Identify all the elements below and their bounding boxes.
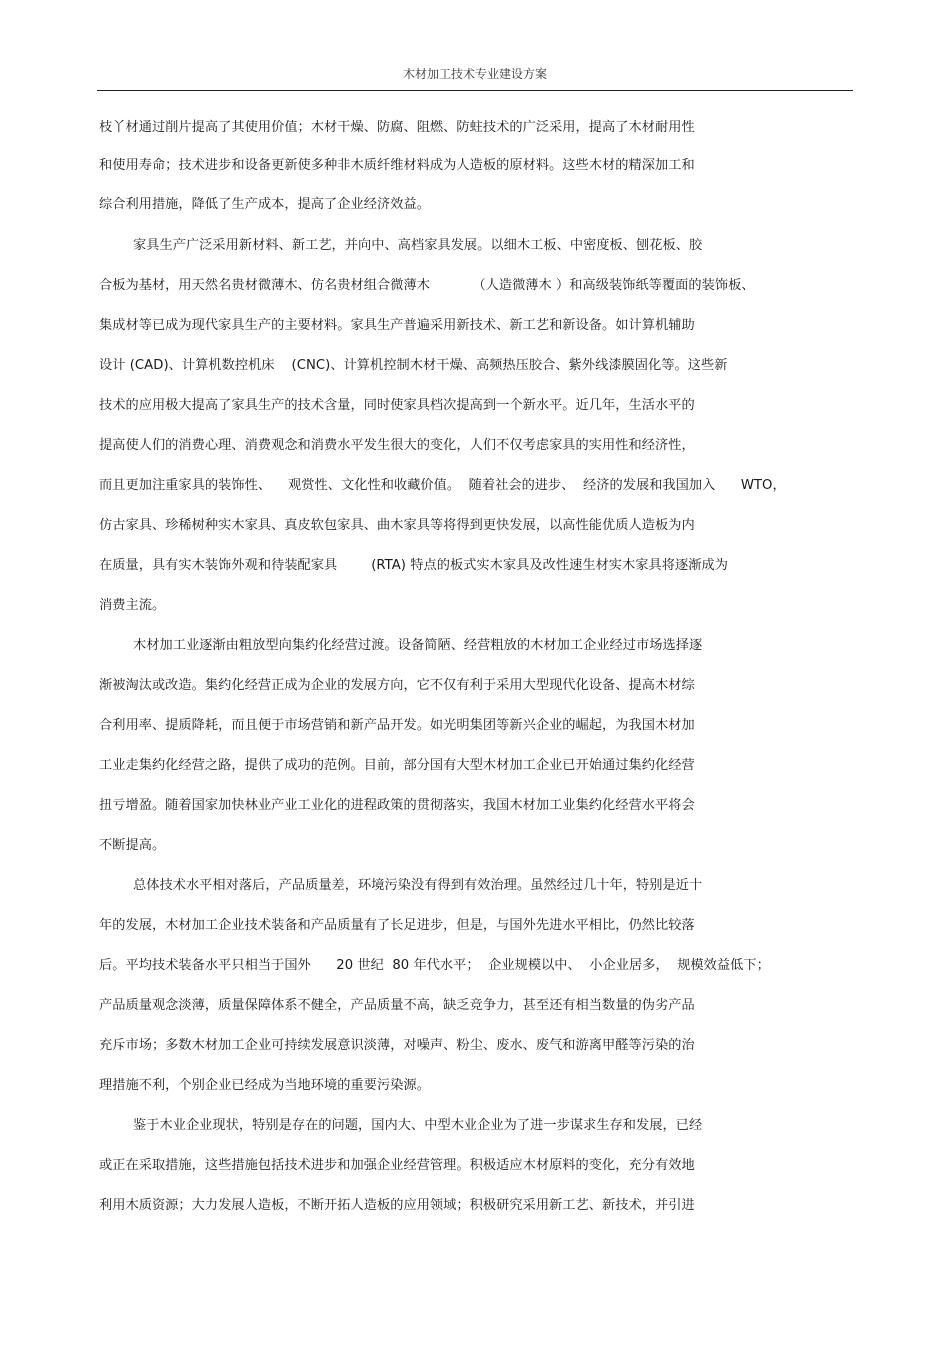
text-line: 总体技术水平相对落后，产品质量差，环境污染没有得到有效治理。虽然经过几十年，特别是近十 — [133, 878, 703, 893]
text-line: 枝丫材通过削片提高了其使用价值；木材干燥、防腐、阻燃、防蛀技术的广泛采用，提高了木材耐用性 — [99, 120, 695, 135]
text-line: 技术的应用极大提高了家具生产的技术含量，同时使家具档次提高到一个新水平。近几年，生活水平的 — [99, 398, 695, 413]
header-divider — [97, 90, 853, 91]
text-line: 利用木质资源；大力发展人造板，不断开拓人造板的应用领域；积极研究采用新工艺、新技术，并引进 — [99, 1198, 695, 1213]
text-line: 工业走集约化经营之路，提供了成功的范例。目前，部分国有大型木材加工企业已开始通过集约化经营 — [99, 758, 695, 773]
text-line: 合利用率、提质降耗，而且便于市场营销和新产品开发。如光明集团等新兴企业的崛起，为我国木材加 — [99, 718, 695, 733]
text-line: 鉴于木业企业现状，特别是存在的问题，国内大、中型木业企业为了进一步谋求生存和发展，已经 — [133, 1118, 703, 1133]
text-line: 仿古家具、珍稀树种实木家具、真皮软包家具、曲木家具等将得到更快发展，以高性能优质人造板为内 — [99, 518, 695, 533]
text-line: 木材加工业逐渐由粗放型向集约化经营过渡。设备简陋、经营粗放的木材加工企业经过市场选择逐 — [133, 638, 703, 653]
text-line: 产品质量观念淡薄，质量保障体系不健全，产品质量不高，缺乏竞争力，甚至还有相当数量的伪劣产品 — [99, 998, 695, 1013]
text-line: 理措施不利，个别企业已经成为当地环境的重要污染源。 — [99, 1078, 430, 1093]
text-line: 充斥市场；多数木材加工企业可持续发展意识淡薄，对噪声、粉尘、废水、废气和游离甲醛等污染的治 — [99, 1038, 695, 1053]
text-line: 而且更加注重家具的装饰性、 观赏性、文化性和收藏价值。 随着社会的进步、 经济的发展和我国加入 WTO， — [99, 478, 786, 493]
text-line: 年的发展，木材加工企业技术装备和产品质量有了长足进步，但是，与国外先进水平相比，仍然比较落 — [99, 918, 695, 933]
text-line: 提高使人们的消费心理、消费观念和消费水平发生很大的变化，人们不仅考虑家具的实用性和经济性， — [99, 438, 695, 453]
text-line: 家具生产广泛采用新材料、新工艺，并向中、高档家具发展。以细木工板、中密度板、刨花板、胶 — [133, 238, 703, 253]
text-line: 在质量，具有实木装饰外观和待装配家具 (RTA) 特点的板式实木家具及改性速生材实木家具将逐渐成为 — [99, 558, 728, 573]
text-line: 设计 (CAD)、计算机数控机床 (CNC)、计算机控制木材干燥、高频热压胶合、紫外线漆膜固化等。这些新 — [99, 358, 728, 373]
text-line: 扭亏增盈。随着国家加快林业产业工业化的进程政策的贯彻落实，我国木材加工业集约化经营水平将会 — [99, 798, 695, 813]
text-line: 合板为基材，用天然名贵材微薄木、仿名贵材组合微薄木 （人造微薄木 ）和高级装饰纸等覆面的装饰板、 — [99, 278, 755, 293]
text-line: 不断提高。 — [99, 838, 166, 853]
text-line: 或正在采取措施，这些措施包括技术进步和加强企业经营管理。积极适应木材原料的变化，充分有效地 — [99, 1158, 695, 1173]
text-line: 消费主流。 — [99, 598, 166, 613]
text-line: 综合利用措施，降低了生产成本，提高了企业经济效益。 — [99, 197, 430, 212]
text-line: 渐被淘汰或改造。集约化经营正成为企业的发展方向，它不仅有利于采用大型现代化设备、提高木材综 — [99, 678, 695, 693]
page-header-title: 木材加工技术专业建设方案 — [402, 67, 547, 81]
text-line: 后。平均技术装备水平只相当于国外 20 世纪 80 年代水平； 企业规模以中、 小企业居多， 规模效益低下； — [99, 958, 770, 973]
text-line: 和使用寿命；技术进步和设备更新使多种非木质纤维材料成为人造板的原材料。这些木材的精深加工和 — [99, 158, 695, 173]
text-line: 集成材等已成为现代家具生产的主要材料。家具生产普遍采用新技术、新工艺和新设备。如计算机辅助 — [99, 318, 695, 333]
